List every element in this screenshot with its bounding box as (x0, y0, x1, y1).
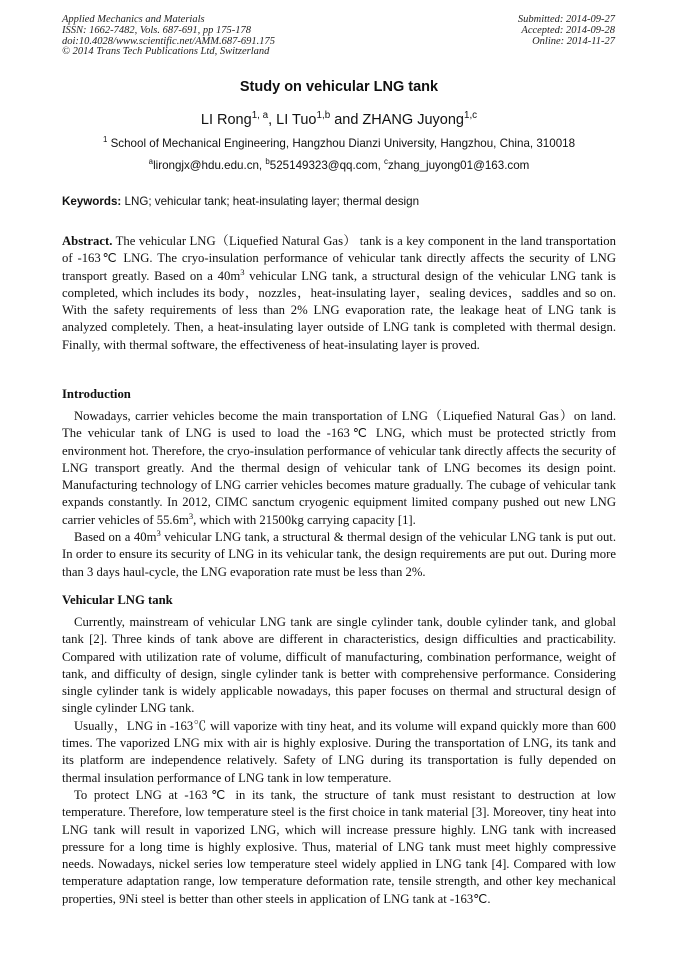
paragraph (62, 529, 616, 581)
affiliation-text: School of Mechanical Engineering, Hangzhou Dianzi University, Hangzhou, China, 310018 (110, 137, 576, 150)
journal-info (62, 15, 275, 58)
author-name: ZHANG Juyong (362, 112, 464, 128)
author-affiliation-mark: 1,b (316, 110, 331, 122)
paragraph (62, 408, 616, 529)
paper-title: Study on vehicular LNG tank (239, 79, 439, 95)
author-affiliation-mark: 1,c (463, 110, 478, 122)
introduction-body (62, 408, 616, 581)
author-name: LI Tuo (276, 112, 317, 128)
email-mark: a (148, 157, 154, 167)
author-emails (0, 159, 678, 172)
email-link[interactable]: 525149323@qq.com, (269, 159, 385, 172)
author-separator: and (330, 112, 363, 128)
online-date: Online: 2014-11-27 (532, 35, 615, 47)
superscript: 3 (156, 527, 161, 538)
section-heading-introduction: Introduction (62, 387, 131, 401)
author-separator: , (268, 112, 277, 128)
abstract-text: The vehicular LNG（Liquefied Natural Gas） tank is a key component in the land transportation of -163℃ LNG. The cryo-insulation performance of vehicular tank directly affects the security of LNG transport greatly. Based on a 40m (62, 234, 616, 283)
paragraph: Usually，LNG in -163℃ will vaporize with tiny heat, and its volume will expand quickly more than 600 times. The vaporized LNG mix with air is highly explosive. During the transportation of LNG, its tank and its platform are independence relatively. Safety of LNG during its transportation is fully depended on thermal insulation performance of LNG tank in low temperature. (62, 718, 616, 785)
paragraph-text: Nowadays, carrier vehicles become the main transportation of LNG（Liquefied Natural Gas）on land. The vehicular tank of LNG is used to load the -163℃ LNG, which must be protected strictly from environment hot. Therefore, the cryo-insulation performance of vehicular tank directly affects the security of LNG transport greatly. And the thermal design of vehicular tank of LNG becomes its design point. Manufacturing technology of LNG carrier vehicles becomes mature gradually. The cubage of vehicular tank expands constantly. In 2012, CIMC sanctum cryogenic equipment limited company pushed out new LNG carrier vehicles of 55.6m (62, 409, 616, 527)
journal-copyright: © 2014 Trans Tech Publications Ltd, Switzerland (62, 46, 270, 58)
abstract-label: Abstract. (62, 234, 113, 248)
keywords-text: LNG; vehicular tank; heat-insulating layer; thermal design (124, 195, 420, 208)
email-link[interactable]: lirongjx@hdu.edu.cn, (153, 159, 266, 172)
publication-dates (518, 15, 615, 47)
author-affiliation-mark: 1, a (251, 110, 269, 122)
section-heading-vehicular-lng-tank: Vehicular LNG tank (62, 593, 173, 607)
affiliation (0, 137, 678, 150)
vehicular-section-body (62, 614, 616, 908)
keywords-label: Keywords: (62, 195, 122, 208)
keywords (62, 195, 616, 208)
abstract (62, 233, 616, 354)
abstract-text: vehicular LNG tank, a structural design of the vehicular LNG tank is completed, which includes its body，nozzles，heat-insulating layer，sealing devices，saddles and so on. With the safety requirements of less than 2% LNG evaporation rate, the leakage heat of LNG tank is analyzed completely. Then, a heat-insulating layer outside of LNG tank is completed with thermal design. Finally, with thermal software, the effectiveness of heat-insulating layer is proved. (62, 268, 616, 352)
journal-issn: ISSN: 1662-7482, Vols. 687-691, pp 175-178 (62, 24, 251, 36)
paragraph: Currently, mainstream of vehicular LNG tank are single cylinder tank, double cylinder tank, and global tank [2]. Three kinds of tank above are different in characteristics, design difficulties and practicability. Compared with utilization rate of volume, difficult of manufacturing, combination performance, weight of tank, and difficulty of design, single cylinder tank is better with comprehensive performance. Considering single cylinder tank is widely applicable nowadays, this paper focuses on thermal and structural design of single cylinder LNG tank. (62, 615, 616, 716)
superscript: 3 (240, 266, 245, 277)
journal-doi: doi:10.4028/www.scientific.net/AMM.687-691.175 (62, 35, 275, 47)
paragraph-text: Based on a 40m (74, 530, 157, 545)
email-mark: c (384, 157, 388, 167)
paragraph: To protect LNG at -163℃ in its tank, the structure of tank must resistant to destruction at low temperature. Therefore, low temperature steel is the first choice in tank material [3]. Moreover, tiny heat into LNG tank will result in vaporized LNG, which will increase pressure highly. LNG tank with increased pressure for a long time is highly explosive. Thus, material of LNG tank must meet highly compressive needs. Nowadays, nickel series low temperature steel widely applied in LNG tank [4]. Compared with low temperature adaptation range, low temperature deformation rate, tensile strength, and other key mechanical properties, 9Ni steel is better than other steels in application of LNG tank at -163℃. (62, 787, 616, 906)
paragraph-text: vehicular LNG tank, a structural & thermal design of the vehicular LNG tank is put out. In order to ensure its security of LNG in its vehicular tank, the design requirements are put out. During more than 3 days haul-cycle, the LNG evaporation rate must be less than 2%. (62, 530, 617, 579)
journal-name: Applied Mechanics and Materials (62, 14, 205, 25)
submitted-date: Submitted: 2014-09-27 (517, 14, 615, 25)
accepted-date: Accepted: 2014-09-28 (521, 24, 615, 36)
author-line (0, 112, 678, 128)
superscript: 3 (188, 510, 194, 521)
paragraph-text: , which with 21500kg carrying capacity [1]. (193, 512, 416, 527)
author-name: LI Rong (200, 112, 252, 128)
email-link[interactable]: zhang_juyong01@163.com (387, 159, 530, 172)
affiliation-mark: 1 (102, 135, 108, 145)
email-mark: b (265, 157, 270, 167)
